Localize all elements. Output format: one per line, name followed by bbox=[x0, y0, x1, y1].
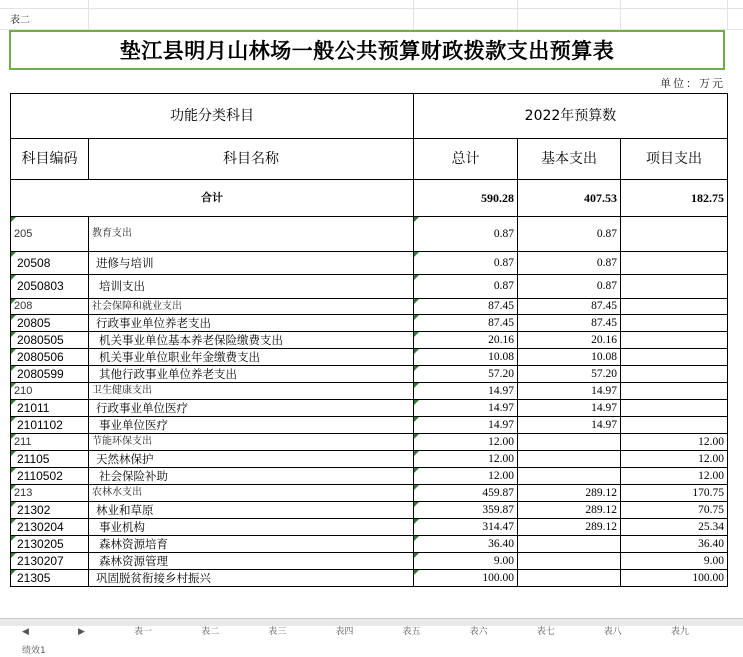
cell-project[interactable]: 36.40 bbox=[621, 536, 728, 553]
table-row bbox=[11, 485, 728, 502]
cell-name[interactable]: 机关事业单位职业年金缴费支出 bbox=[89, 349, 414, 366]
sheet-label[interactable]: 表二 bbox=[10, 15, 30, 26]
cell-total[interactable]: 87.45 bbox=[414, 315, 518, 332]
title-cell[interactable] bbox=[9, 30, 725, 70]
header-code[interactable]: 科目编码 bbox=[11, 139, 89, 180]
table-row bbox=[11, 451, 728, 468]
grid-col-line bbox=[413, 0, 414, 30]
summary-total[interactable]: 590.28 bbox=[414, 180, 518, 217]
sheet-tab[interactable]: 表九 bbox=[670, 627, 689, 637]
table-row bbox=[11, 366, 728, 383]
cell-basic[interactable] bbox=[518, 570, 621, 587]
cell-basic[interactable]: 289.12 bbox=[518, 485, 621, 502]
cell-basic[interactable]: 289.12 bbox=[518, 502, 621, 519]
table-row bbox=[11, 217, 728, 252]
cell-basic[interactable]: 289.12 bbox=[518, 519, 621, 536]
cell-code[interactable]: 21305 bbox=[11, 570, 89, 587]
cell-basic[interactable]: 20.16 bbox=[518, 332, 621, 349]
cell-project[interactable] bbox=[621, 383, 728, 400]
sheet-tab[interactable]: 表一 bbox=[134, 627, 153, 637]
cell-project[interactable] bbox=[621, 417, 728, 434]
budget-table bbox=[10, 93, 728, 587]
cell-code[interactable]: 211 bbox=[11, 434, 89, 451]
cell-name[interactable]: 森林资源培育 bbox=[89, 536, 414, 553]
cell-basic[interactable]: 10.08 bbox=[518, 349, 621, 366]
cell-name[interactable]: 巩固脱贫衔接乡村振兴 bbox=[89, 570, 414, 587]
cell-name[interactable]: 林业和草原 bbox=[89, 502, 414, 519]
table-row bbox=[11, 417, 728, 434]
table-row bbox=[11, 252, 728, 275]
sheet-title: 垫江县明月山林场一般公共预算财政拨款支出预算表 bbox=[119, 38, 615, 63]
cell-basic[interactable]: 87.45 bbox=[518, 315, 621, 332]
cell-total[interactable]: 359.87 bbox=[414, 502, 518, 519]
cell-basic[interactable] bbox=[518, 536, 621, 553]
cell-name[interactable]: 森林资源管理 bbox=[89, 553, 414, 570]
header-basic[interactable]: 基本支出 bbox=[518, 139, 621, 180]
cell-project[interactable]: 12.00 bbox=[621, 468, 728, 485]
cell-project[interactable] bbox=[621, 252, 728, 275]
cell-code[interactable]: 2130207 bbox=[11, 553, 89, 570]
cell-total[interactable]: 36.40 bbox=[414, 536, 518, 553]
cell-basic[interactable] bbox=[518, 553, 621, 570]
summary-label[interactable]: 合计 bbox=[11, 180, 414, 217]
cell-basic[interactable]: 57.20 bbox=[518, 366, 621, 383]
tab-nav-right-icon[interactable]: ▶ bbox=[78, 627, 85, 637]
cell-name[interactable]: 事业机构 bbox=[89, 519, 414, 536]
cell-code[interactable]: 21011 bbox=[11, 400, 89, 417]
cell-name[interactable]: 培训支出 bbox=[89, 275, 414, 299]
cell-basic[interactable]: 0.87 bbox=[518, 275, 621, 299]
table-row bbox=[11, 332, 728, 349]
cell-code[interactable]: 2130205 bbox=[11, 536, 89, 553]
cell-total[interactable]: 0.87 bbox=[414, 252, 518, 275]
header-budget-year[interactable]: 2022年预算数 bbox=[414, 94, 728, 139]
cell-basic[interactable]: 87.45 bbox=[518, 299, 621, 315]
cell-total[interactable]: 12.00 bbox=[414, 451, 518, 468]
cell-total[interactable]: 9.00 bbox=[414, 553, 518, 570]
cell-project[interactable] bbox=[621, 275, 728, 299]
header-category[interactable]: 功能分类科目 bbox=[11, 94, 414, 139]
unit-label[interactable]: 单位：万元 bbox=[660, 77, 725, 90]
sheet-tab[interactable]: 绩效1 bbox=[22, 646, 46, 656]
cell-name[interactable]: 卫生健康支出 bbox=[89, 383, 414, 400]
cell-project[interactable]: 100.00 bbox=[621, 570, 728, 587]
sheet-tab[interactable]: 表三 bbox=[268, 627, 287, 637]
cell-total[interactable]: 14.97 bbox=[414, 383, 518, 400]
table-row bbox=[11, 383, 728, 400]
cell-total[interactable]: 87.45 bbox=[414, 299, 518, 315]
header-total[interactable]: 总计 bbox=[414, 139, 518, 180]
grid-col-line bbox=[88, 0, 89, 30]
cell-code[interactable]: 2130204 bbox=[11, 519, 89, 536]
cell-code[interactable]: 2080599 bbox=[11, 366, 89, 383]
cell-total[interactable]: 10.08 bbox=[414, 349, 518, 366]
cell-name[interactable]: 行政事业单位养老支出 bbox=[89, 315, 414, 332]
cell-basic[interactable] bbox=[518, 451, 621, 468]
cell-total[interactable]: 14.97 bbox=[414, 400, 518, 417]
table-row bbox=[11, 519, 728, 536]
cell-code[interactable]: 213 bbox=[11, 485, 89, 502]
cell-project[interactable]: 12.00 bbox=[621, 434, 728, 451]
table-row bbox=[11, 315, 728, 332]
cell-project[interactable]: 12.00 bbox=[621, 451, 728, 468]
cell-name[interactable]: 节能环保支出 bbox=[89, 434, 414, 451]
cell-name[interactable]: 社会保险补助 bbox=[89, 468, 414, 485]
cell-project[interactable]: 25.34 bbox=[621, 519, 728, 536]
tab-nav-left-icon[interactable]: ◀ bbox=[22, 627, 29, 637]
cell-project[interactable] bbox=[621, 349, 728, 366]
cell-project[interactable]: 70.75 bbox=[621, 502, 728, 519]
cell-basic[interactable]: 14.97 bbox=[518, 417, 621, 434]
grid-row-line bbox=[0, 8, 743, 9]
cell-total[interactable]: 14.97 bbox=[414, 417, 518, 434]
cell-code[interactable]: 2101102 bbox=[11, 417, 89, 434]
cell-name[interactable]: 农林水支出 bbox=[89, 485, 414, 502]
cell-name[interactable]: 机关事业单位基本养老保险缴费支出 bbox=[89, 332, 414, 349]
sheet-tab-strip bbox=[0, 618, 743, 656]
cell-code[interactable]: 21105 bbox=[11, 451, 89, 468]
cell-code[interactable]: 2080506 bbox=[11, 349, 89, 366]
cell-basic[interactable]: 14.97 bbox=[518, 383, 621, 400]
cell-name[interactable]: 事业单位医疗 bbox=[89, 417, 414, 434]
table-row bbox=[11, 468, 728, 485]
cell-basic[interactable]: 0.87 bbox=[518, 217, 621, 252]
table-row bbox=[11, 299, 728, 315]
grid-col-line bbox=[727, 0, 728, 30]
summary-project[interactable]: 182.75 bbox=[621, 180, 728, 217]
cell-total[interactable]: 459.87 bbox=[414, 485, 518, 502]
cell-project[interactable] bbox=[621, 299, 728, 315]
table-row bbox=[11, 400, 728, 417]
cell-total[interactable]: 12.00 bbox=[414, 468, 518, 485]
sheet-tab[interactable]: 表四 bbox=[335, 627, 354, 637]
cell-basic[interactable] bbox=[518, 468, 621, 485]
cell-code[interactable]: 208 bbox=[11, 299, 89, 315]
header-name[interactable]: 科目名称 bbox=[89, 139, 414, 180]
cell-total[interactable]: 57.20 bbox=[414, 366, 518, 383]
cell-name[interactable]: 行政事业单位医疗 bbox=[89, 400, 414, 417]
cell-project[interactable] bbox=[621, 366, 728, 383]
cell-project[interactable] bbox=[621, 400, 728, 417]
cell-basic[interactable]: 0.87 bbox=[518, 252, 621, 275]
table-row bbox=[11, 553, 728, 570]
cell-name[interactable]: 社会保障和就业支出 bbox=[89, 299, 414, 315]
cell-code[interactable]: 2080505 bbox=[11, 332, 89, 349]
table-row bbox=[11, 349, 728, 366]
cell-name[interactable]: 其他行政事业单位养老支出 bbox=[89, 366, 414, 383]
table-row bbox=[11, 536, 728, 553]
cell-code[interactable]: 2110502 bbox=[11, 468, 89, 485]
cell-name[interactable]: 教育支出 bbox=[89, 217, 414, 252]
table-row bbox=[11, 570, 728, 587]
sheet-tab[interactable]: 表二 bbox=[201, 627, 220, 637]
cell-total[interactable]: 0.87 bbox=[414, 217, 518, 252]
sheet-tab[interactable]: 表五 bbox=[402, 627, 421, 637]
cell-total[interactable]: 12.00 bbox=[414, 434, 518, 451]
table-row bbox=[11, 502, 728, 519]
grid-col-line bbox=[517, 0, 518, 30]
cell-project[interactable] bbox=[621, 315, 728, 332]
table-row bbox=[11, 275, 728, 299]
cell-code[interactable]: 20508 bbox=[11, 252, 89, 275]
table-row bbox=[11, 434, 728, 451]
cell-total[interactable]: 0.87 bbox=[414, 275, 518, 299]
summary-basic[interactable]: 407.53 bbox=[518, 180, 621, 217]
cell-total[interactable]: 314.47 bbox=[414, 519, 518, 536]
cell-basic[interactable]: 14.97 bbox=[518, 400, 621, 417]
cell-code[interactable]: 205 bbox=[11, 217, 89, 252]
cell-basic[interactable] bbox=[518, 434, 621, 451]
cell-project[interactable]: 170.75 bbox=[621, 485, 728, 502]
cell-code[interactable]: 210 bbox=[11, 383, 89, 400]
header-project[interactable]: 项目支出 bbox=[621, 139, 728, 180]
cell-code[interactable]: 2050803 bbox=[11, 275, 89, 299]
sheet-tab[interactable]: 表八 bbox=[603, 627, 622, 637]
cell-code[interactable]: 20805 bbox=[11, 315, 89, 332]
grid-col-line bbox=[620, 0, 621, 30]
sheet-tab[interactable]: 表七 bbox=[536, 627, 555, 637]
cell-project[interactable] bbox=[621, 217, 728, 252]
cell-total[interactable]: 100.00 bbox=[414, 570, 518, 587]
cell-code[interactable]: 21302 bbox=[11, 502, 89, 519]
cell-total[interactable]: 20.16 bbox=[414, 332, 518, 349]
sheet-tab[interactable]: 表六 bbox=[469, 627, 488, 637]
cell-name[interactable]: 进修与培训 bbox=[89, 252, 414, 275]
cell-project[interactable]: 9.00 bbox=[621, 553, 728, 570]
cell-name[interactable]: 天然林保护 bbox=[89, 451, 414, 468]
cell-project[interactable] bbox=[621, 332, 728, 349]
